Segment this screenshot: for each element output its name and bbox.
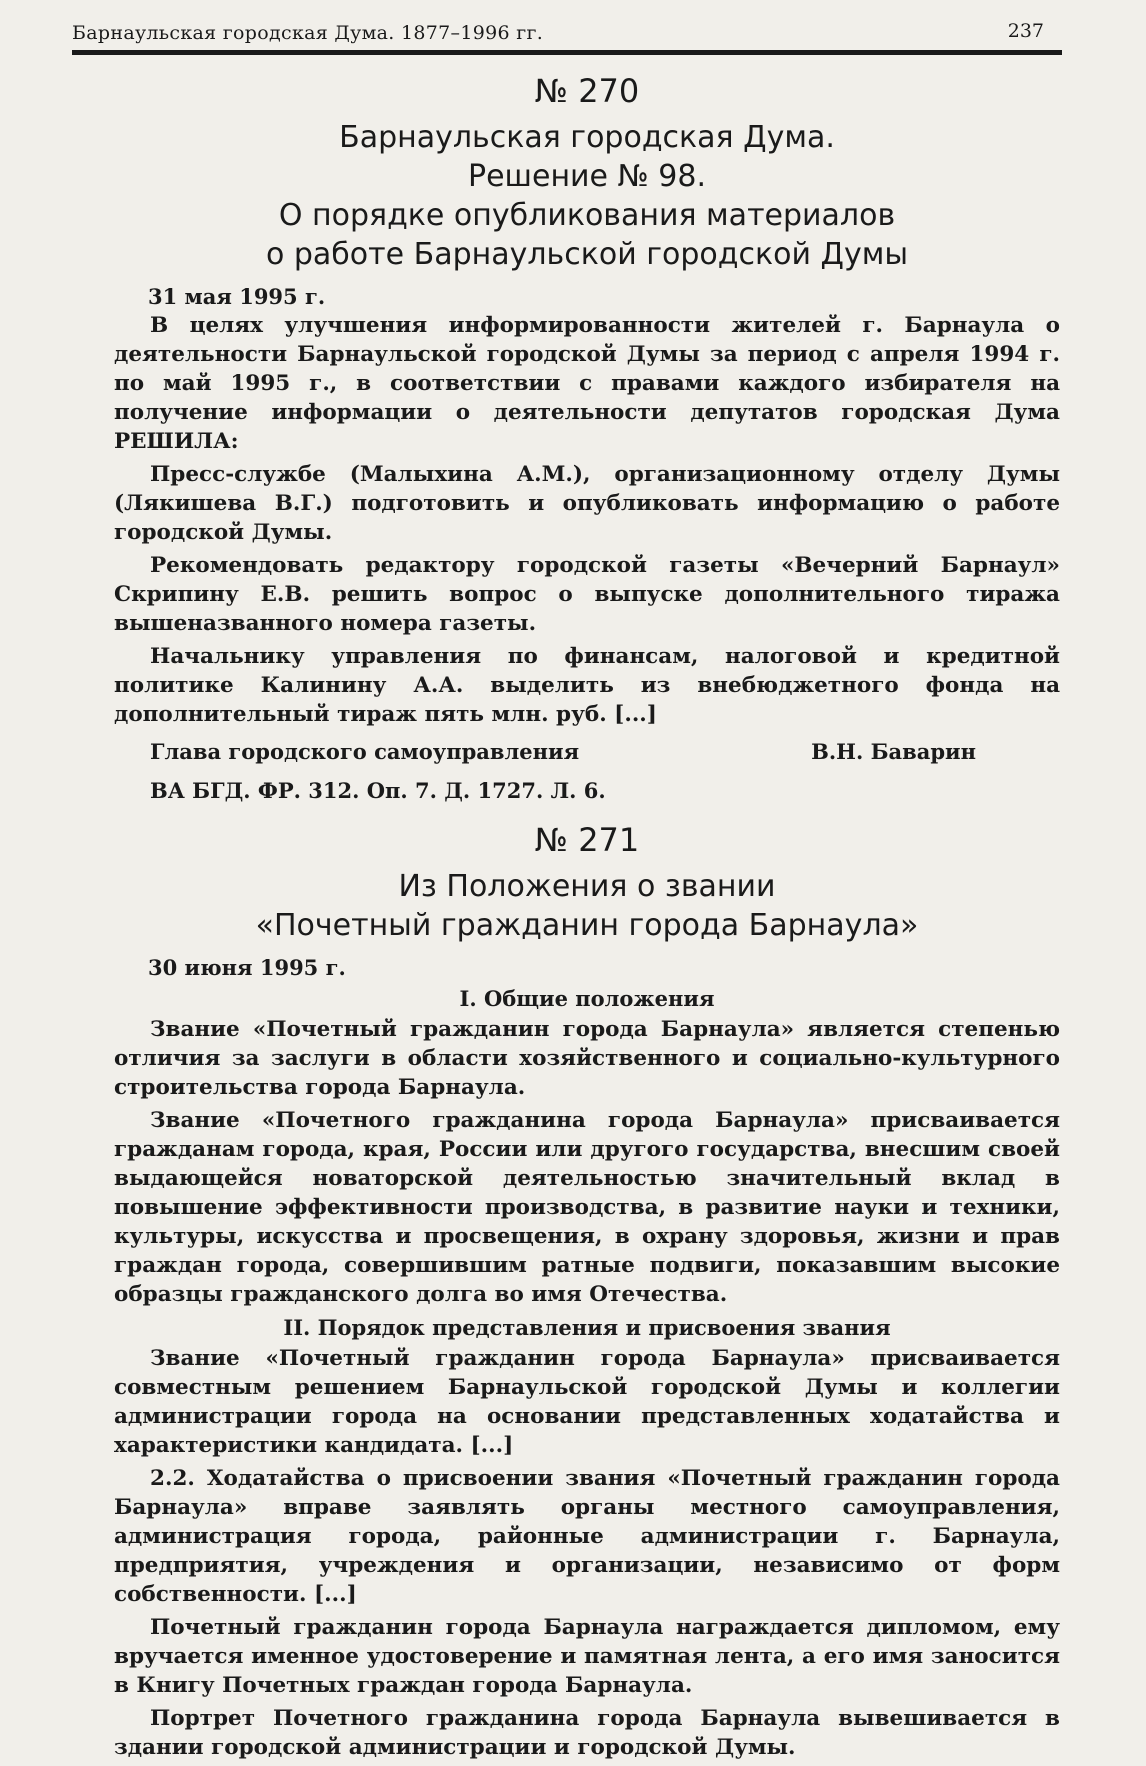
paragraph: Рекомендовать редактору городской газеты «Вечерний Барнаул» Скрипину Е.В. решить вопрос о выпуске дополнительного тиража вышеназванного номера газеты. (114, 553, 1060, 636)
section-title: II. Порядок представления и присвоения звания (283, 1315, 891, 1340)
document-number: № 270 (534, 72, 640, 110)
document-heading (114, 867, 1060, 945)
document-heading (114, 118, 1060, 274)
paragraph: Звание «Почетный гражданин города Барнаула» является степенью отличия за заслуги в области хозяйственного и социально-культурного строительства города Барнаула. (114, 1017, 1060, 1100)
signature-title: Глава городского самоуправления (150, 739, 580, 764)
heading-line: Из Положения о звании (398, 869, 776, 904)
archive-reference: ВА БГД. ФР. 312. Оп. 7. Д. 1727. Л. 6. (150, 778, 606, 803)
paragraph: Начальнику управления по финансам, налоговой и кредитной политике Калинину А.А. выделить из внебюджетного фонда на дополнительный тираж пять млн. руб. [...] (114, 644, 1060, 727)
paragraph: Почетный гражданин города Барнаула награждается дипломом, ему вручается именное удостоверение и памятная лента, а его имя заносится в Книгу Почетных граждан города Барнаула. (114, 1615, 1060, 1698)
heading-line: О порядке опубликования материалов (278, 198, 896, 233)
paragraph: Портрет Почетного гражданина города Барнаула вывешивается в здании городской администрации и городской Думы. (114, 1706, 1060, 1760)
heading-line: Барнаульская городская Дума. (339, 120, 835, 155)
signature-name: В.Н. Баварин (811, 739, 976, 764)
heading-line: «Почетный гражданин города Барнаула» (255, 908, 919, 943)
heading-line: Решение № 98. (467, 159, 706, 194)
running-header (72, 14, 1062, 55)
signature-block (150, 739, 976, 764)
document-270 (114, 72, 1060, 803)
section-title: I. Общие положения (459, 986, 715, 1011)
paragraph: Пресс-службе (Малыхина А.М.), организационному отделу Думы (Лякишева В.Г.) подготовить и опубликовать информацию о работе городской Думы. (114, 462, 1060, 545)
document-date: 30 июня 1995 г. (148, 955, 346, 980)
paragraph: Звание «Почетный гражданин города Барнаула» присваивается совместным решением Барнаульской городской Думы и коллегии администрации города на основании представленных ходатайства и характеристики кандидата. [...] (114, 1346, 1060, 1458)
running-title: Барнаульская городская Дума. 1877–1996 гг. (72, 22, 544, 44)
document-number: № 271 (534, 821, 640, 859)
page-content (114, 72, 1060, 1766)
page-number: 237 (1007, 20, 1044, 42)
paragraph: В целях улучшения информированности жителей г. Барнаула о деятельности Барнаульской городской Думы за период с апреля 1994 г. по май 1995 г., в соответствии с правами каждого избирателя на получение информации о деятельности депутатов городская Дума РЕШИЛА: (114, 313, 1060, 454)
heading-line: о работе Барнаульской городской Думы (265, 237, 909, 272)
paragraph: 2.2. Ходатайства о присвоении звания «Почетный гражданин города Барнаула» вправе заявлять органы местного самоуправления, администрация города, районные администрации г. Барнаула, предприятия, учреждения и организации, независимо от форм собственности. [...] (114, 1466, 1060, 1607)
document-271 (114, 821, 1060, 1762)
document-date: 31 мая 1995 г. (148, 284, 326, 309)
paragraph: Звание «Почетного гражданина города Барнаула» присваивается гражданам города, края, России или другого государства, внесшим своей выдающейся новаторской деятельностью значительный вклад в повышение эффективности производства, в развитие науки и техники, культуры, искусства и просвещения, в охрану здоровья, жизни и прав граждан города, совершившим ратные подвиги, показавшим высокие образцы гражданского долга во имя Отечества. (114, 1108, 1060, 1307)
